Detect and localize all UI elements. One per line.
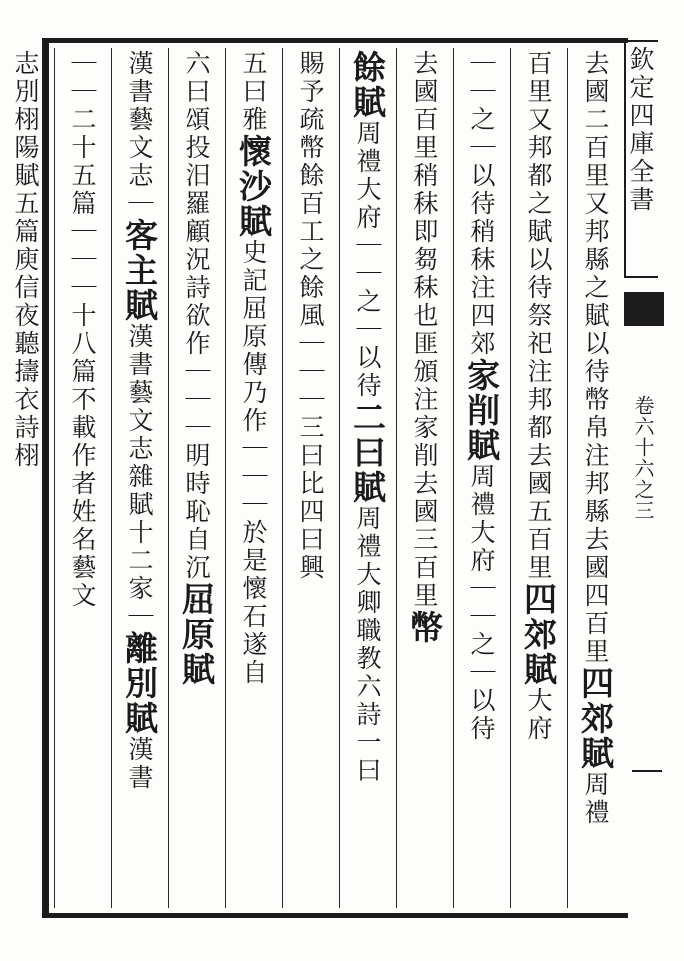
entry-text: 漢書藝文志雜賦十二家｜ xyxy=(125,323,154,631)
entry-text: 漢書藝文志｜ xyxy=(125,50,154,218)
entry-heading: 四郊賦 xyxy=(576,666,615,771)
entry-heading: 屈原賦 xyxy=(177,582,216,687)
entry-heading: 懷沙賦 xyxy=(234,134,273,239)
text-column xyxy=(225,48,282,908)
entry-text: 賜予疏幣餘百工之餘 xyxy=(296,50,325,302)
entry-text: 大府 xyxy=(524,687,553,743)
text-column xyxy=(510,48,567,908)
entry-text: ｜｜二十五篇｜｜｜十八篇不載作者姓名 xyxy=(68,50,97,554)
text-column xyxy=(54,48,111,908)
entry-heading: 二曰賦 xyxy=(348,400,387,505)
text-column xyxy=(0,48,54,908)
entry-text: 史記屈原傳乃作｜｜｜於是懷石遂自 xyxy=(239,239,268,687)
entry-text: 五曰雅 xyxy=(239,50,268,134)
entry-heading: 離別賦 xyxy=(120,631,159,736)
entry-text: 匪頒注家削去國三百里 xyxy=(410,330,439,610)
entry-heading: 幣 xyxy=(405,610,444,645)
text-column xyxy=(453,48,510,908)
entry-text: 藝文 xyxy=(68,554,97,610)
entry-heading: 四郊賦 xyxy=(519,582,558,687)
text-column xyxy=(567,48,624,908)
entry-text: 去國二百里又邦縣之賦以待幣帛注邦縣去國四百里 xyxy=(581,50,610,666)
entry-text: 周禮 xyxy=(581,771,610,827)
entry-text: 百里又邦都之賦以待祭祀注邦都去國五百里 xyxy=(524,50,553,582)
text-columns xyxy=(11,48,624,908)
text-column xyxy=(396,48,453,908)
entry-text: 周禮大府｜｜之｜以待 xyxy=(467,463,496,743)
entry-text: ｜｜之｜以待稍秣注四郊 xyxy=(467,50,496,358)
entry-text: 去國百里稍秣即芻秣也 xyxy=(410,50,439,330)
entry-text: 志別栩陽賦五篇庾信夜聽擣衣詩栩 xyxy=(11,50,40,470)
entry-text: 投汨羅顧況詩欲作｜｜｜明時恥自沉 xyxy=(182,134,211,582)
margin-rule xyxy=(632,770,662,772)
fishtail-mark xyxy=(624,292,664,326)
entry-text: 六曰頌 xyxy=(182,50,211,134)
entry-heading: 家削賦 xyxy=(462,358,501,463)
text-column xyxy=(339,48,396,908)
book-title: 欽定四庫全書 xyxy=(626,46,655,214)
entry-text: 周禮大卿職教六詩一曰 xyxy=(353,505,382,785)
entry-heading: 餘賦 xyxy=(348,50,387,120)
text-column xyxy=(282,48,339,908)
entry-text: 風｜｜｜三曰比四曰興 xyxy=(296,302,325,582)
entry-heading: 客主賦 xyxy=(120,218,159,323)
entry-text: 周禮大府｜｜之｜以待 xyxy=(353,120,382,400)
text-column xyxy=(168,48,225,908)
text-column xyxy=(111,48,168,908)
entry-text: 漢書 xyxy=(125,736,154,792)
juan-number: 卷六十六之三 xyxy=(631,395,655,521)
